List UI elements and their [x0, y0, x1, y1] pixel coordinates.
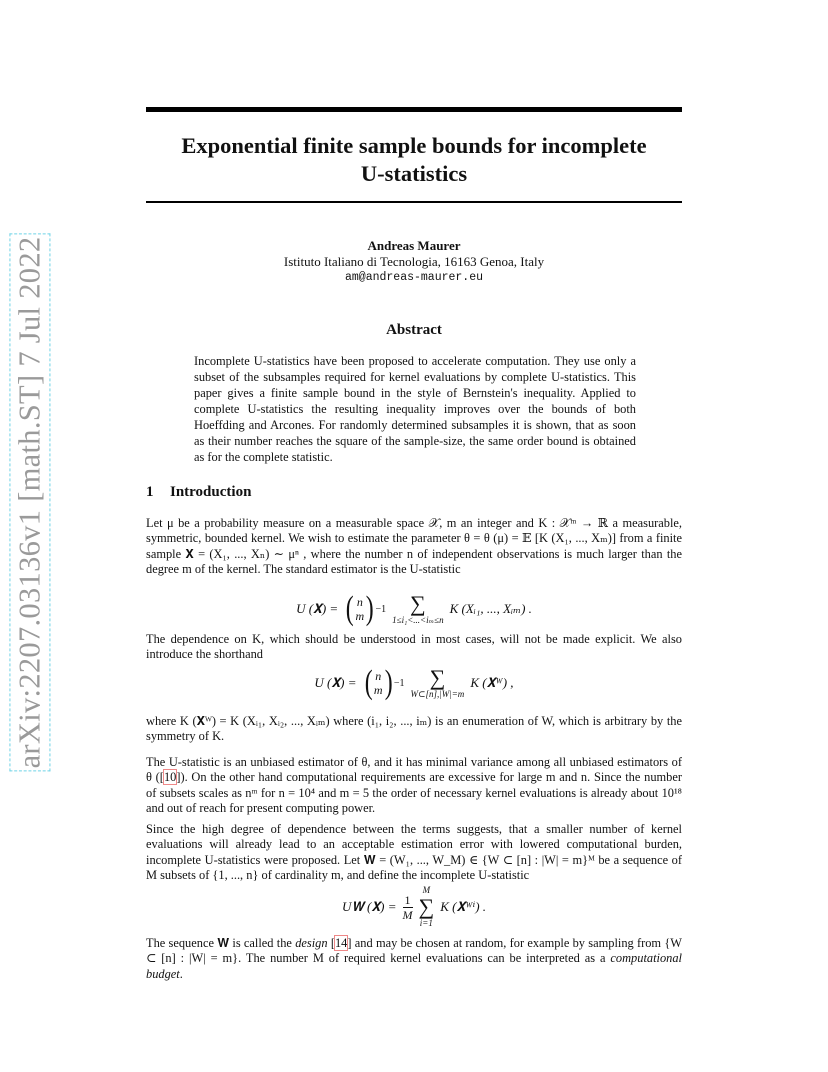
eq1-binom-top: n: [356, 595, 363, 609]
equation-u-statistic-shorthand: [146, 666, 682, 700]
eq2-power: −1: [393, 677, 405, 689]
section-heading: [146, 484, 251, 501]
paper-title-line-2: U-statistics: [360, 161, 468, 186]
abstract-heading: Abstract: [386, 322, 442, 338]
section-title: Introduction: [170, 484, 252, 500]
eq1-sum: ∑ 1≤i₁<...<iₘ≤n: [392, 591, 444, 625]
abstract-text: Incomplete U-statistics have been proposed to accelerate computation. They use only a subset of the subsamples required for kernel evaluations by complete U-statistics. This paper gives a finite sample bound in the style of Bernstein's inequality. Applied to complete U-statistics the resulting inequality improves over the bounds of both Hoeffding and Arcones. For randomly determined subsamples it is shown, that as soon as their number reaches the square of the sample-size, the same order bound is obtained as for the complete statistic.: [194, 354, 636, 464]
eq3-sum: M ∑ i=1: [418, 885, 435, 928]
eq1-sum-sub: 1≤i₁<...<iₘ≤n: [392, 615, 444, 625]
eq2-lhs: U (𝐗) =: [314, 675, 357, 690]
eq2-sum-sub: W⊂[n],|W|=m: [410, 689, 465, 699]
eq2-binomial: ( n m ) −1: [364, 664, 405, 701]
eq3-lhs: U𝐖 (𝐗) =: [341, 899, 397, 914]
eq1-binomial: ( n m ) −1: [345, 590, 387, 627]
intro-paragraph-3: where K (𝐗ᵂ) = K (Xᵢ₁, Xᵢ₂, ..., Xᵢₘ) where (i₁, i₂, ..., iₘ) is an enumeration of W, which is arbitrary by the symmetry of K.: [146, 714, 682, 744]
section-number: 1: [146, 484, 154, 500]
intro-paragraph-5: Since the high degree of dependence between the terms suggests, that a smaller number of kernel evaluations will already lead to an acceptable estimation error with lowered computational burden, incomplete U-statistics were proposed. Let 𝐖 = (W₁, ..., W_M) ∈ {W ⊂ [n] : |W| = m}ᴹ be a sequence of M subsets of {1, ..., n} of cardinality m, and define the incomplete U-statistic: [146, 822, 682, 882]
citation-link-14[interactable]: 14: [334, 936, 348, 950]
eq2-sum: ∑ W⊂[n],|W|=m: [410, 665, 465, 699]
eq1-power: −1: [375, 603, 387, 615]
para6-design-term: design: [295, 936, 328, 950]
arxiv-identifier-text: arXiv:2207.03136v1 [math.ST] 7 Jul 2022: [12, 236, 47, 768]
intro-paragraph-6: The sequence 𝐖 is called the design [14] and may be chosen at random, for example by sampling from {W ⊂ [n] : |W| = m}. The number M of required kernel evaluations can be interpreted as a computational budget.: [146, 936, 682, 981]
title-bottom-rule: [146, 201, 682, 203]
eq1-binom-bottom: m: [355, 609, 365, 623]
intro-paragraph-4: [146, 755, 682, 816]
eq1-rhs: K (Xᵢ₁, ..., Xᵢₘ) .: [449, 601, 532, 616]
citation-link-10[interactable]: 10: [163, 770, 177, 785]
eq1-lhs: U (𝐗) =: [296, 601, 339, 616]
equation-u-statistic: [146, 592, 682, 626]
eq3-sum-sub: i=1: [419, 918, 433, 928]
paper-title: [146, 132, 682, 188]
intro-paragraph-1: Let μ be a probability measure on a measurable space 𝒳, m an integer and K : 𝒳ᵐ → ℝ a measurable, symmetric, bounded kernel. We wish to estimate the parameter θ = θ (μ) = 𝔼 [K (X₁, ..., Xₘ)] from a finite sample 𝐗 = (X₁, ..., Xₙ) ∼ μⁿ , where the number n of independent observations is much larger than the degree m of the kernel. The standard estimator is the U-statistic: [146, 516, 682, 576]
eq3-rhs: K (𝐗ᵂⁱ) .: [440, 899, 487, 914]
title-top-rule: [146, 107, 682, 112]
eq3-frac-den: M: [402, 907, 413, 922]
eq3-sum-sup: M: [422, 885, 431, 895]
para4-text-a: The U-statistic is an unbiased estimator of θ, and it has minimal variance among all unbiased estimators of θ ([: [146, 755, 682, 785]
arxiv-identifier-stamp: [8, 236, 52, 768]
author-email: am@andreas-maurer.eu: [344, 271, 484, 284]
equation-incomplete-u-statistic: [146, 886, 682, 928]
author-name: Andreas Maurer: [367, 238, 461, 253]
intro-paragraph-2: The dependence on K, which should be understood in most cases, will not be made explicit. We also introduce the shorthand: [146, 632, 682, 662]
eq2-binom-top: n: [375, 669, 382, 683]
paper-title-line-1: Exponential finite sample bounds for incomplete: [181, 133, 647, 158]
para6-text-b: and may be chosen at random, for example by sampling from {W ⊂ [n] : |W| = m}. The number M of required kernel evaluations can be interpreted as a: [146, 936, 682, 966]
para6-budget-term: computational budget: [146, 951, 682, 981]
eq3-frac-num: 1: [404, 892, 411, 907]
eq3-fraction: [403, 893, 413, 922]
para6-end: .: [179, 966, 183, 981]
eq2-rhs: K (𝐗ᵂ) ,: [470, 675, 514, 690]
author-affiliation: Istituto Italiano di Tecnologia, 16163 Genoa, Italy: [283, 254, 545, 269]
para4-text-b: ]). On the other hand computational requirements are excessive for large m and n. Since the number of subsets scales as nᵐ for n = 10⁴ and m = 5 the order of necessary kernel evaluations is already about 10¹⁸ and out of reach for present computing power.: [146, 770, 682, 815]
para6-text-a: The sequence 𝐖 is called the: [146, 936, 296, 950]
eq2-binom-bottom: m: [373, 683, 383, 697]
author-block: [146, 238, 682, 286]
